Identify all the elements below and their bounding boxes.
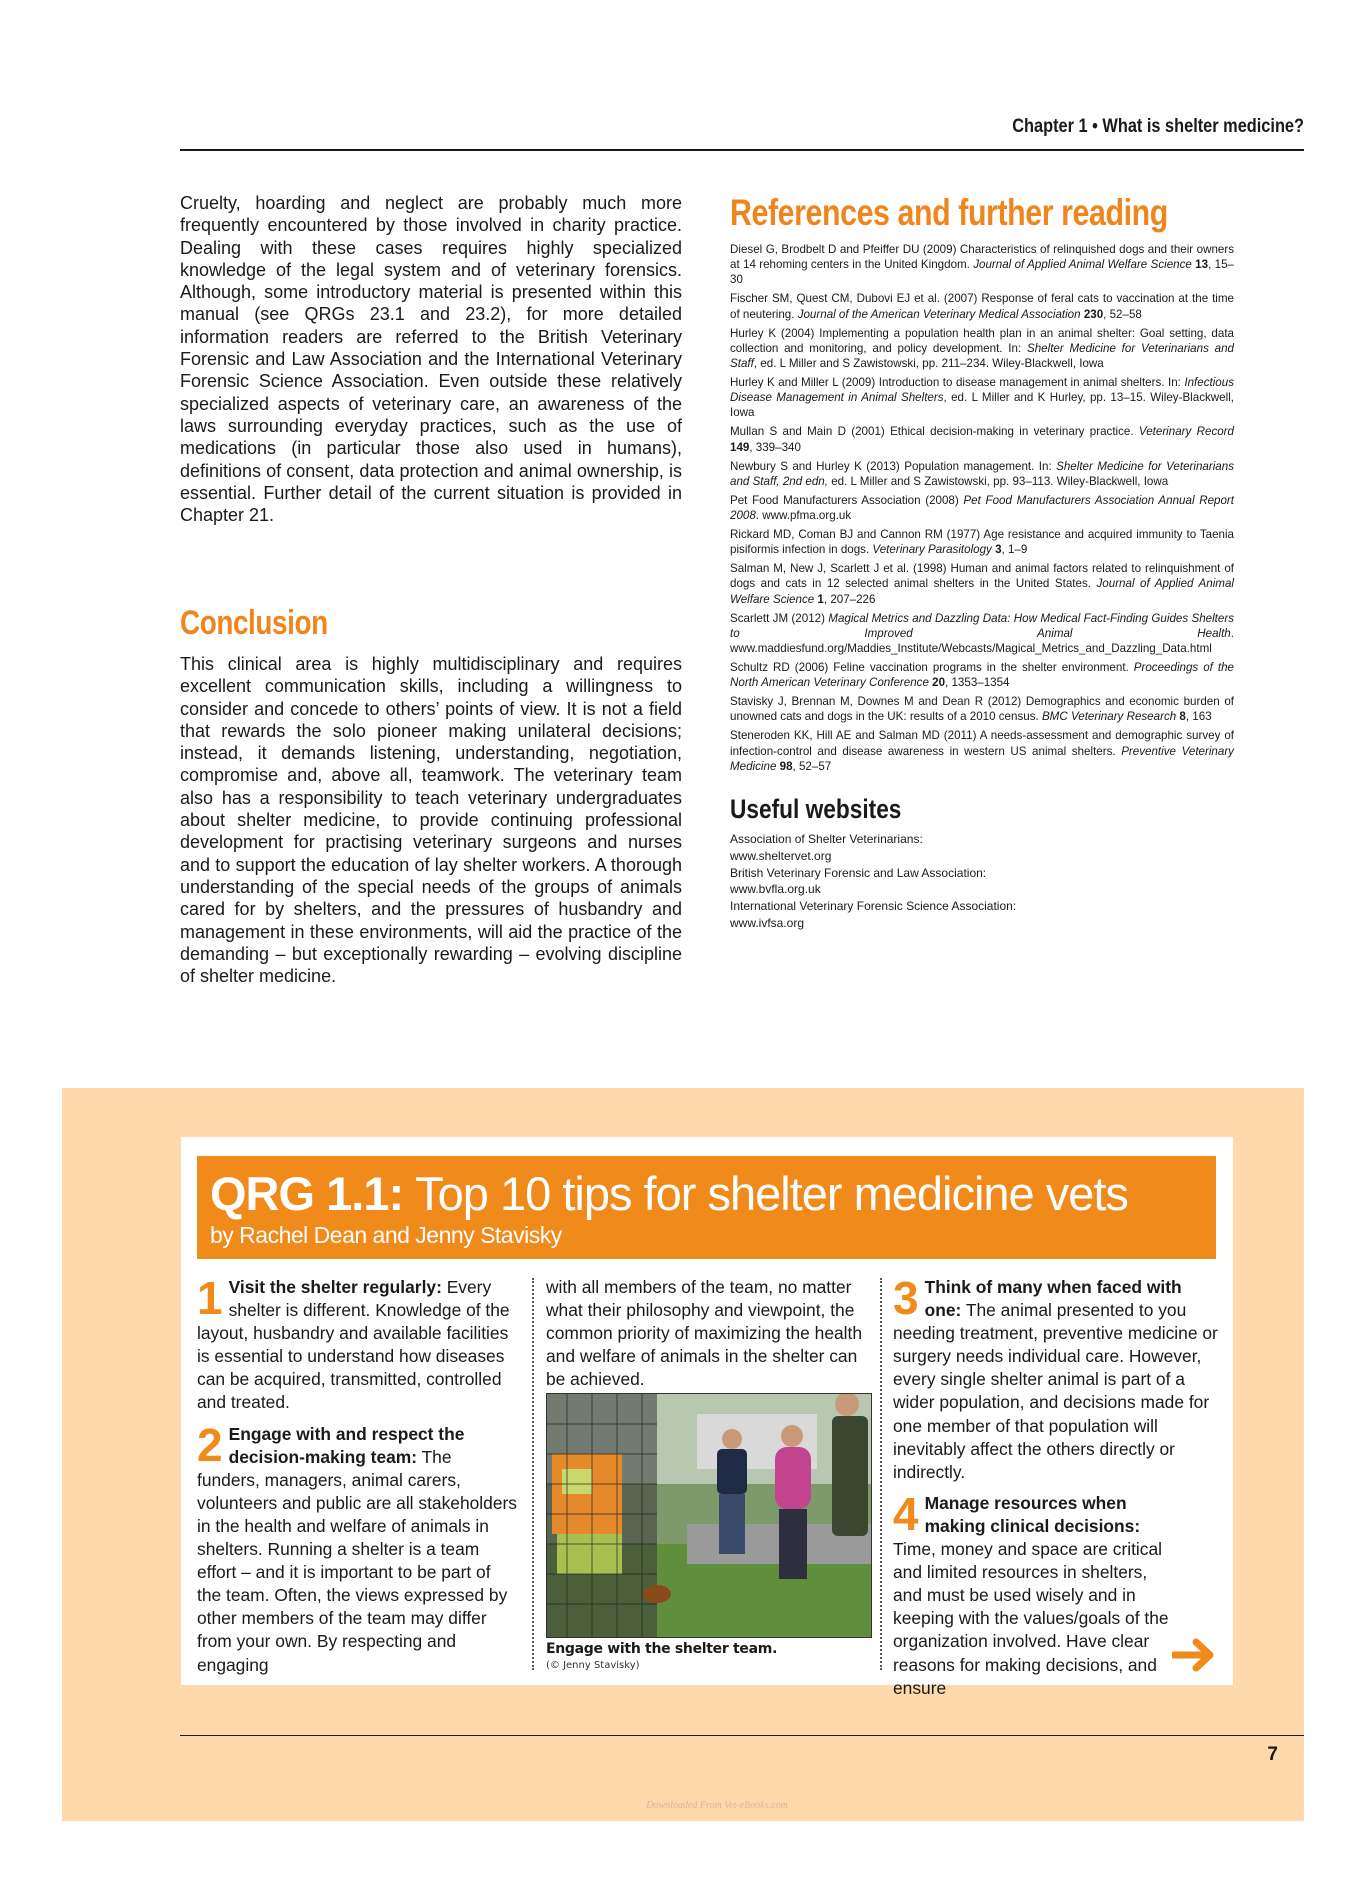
qrg-banner [197,1156,1216,1259]
reference-item: Salman M, New J, Scarlett J et al. (1998) Human and animal factors related to relinquishment of dogs and cats in 12 selected animal shelters in the United States. Journal of Applied Animal Welfare Science 1, 207–226 [730,562,1234,606]
reference-item: Hurley K (2004) Implementing a population health plan in an animal shelter: Goal setting, data collection and monitoring, and policy development. In: Shelter Medicine for Veterinarians and Staff, ed. L Miller and S Zawistowski, pp. 211–234. Wiley-Blackwell, Iowa [730,326,1234,371]
tip-title: Visit the shelter regularly: [228,1277,442,1297]
tip-4 [893,1487,1218,1700]
watermark: Downloaded From Vet-eBooks.com [646,1800,788,1811]
tip-number: 4 [893,1487,919,1540]
reference-item: Schultz RD (2006) Feline vaccination programs in the shelter environment. Proceedings of the North American Veterinary Conference 20, 1353–1354 [730,661,1234,690]
reference-list [730,242,1234,774]
column-divider [532,1278,534,1670]
qrg-byline: by Rachel Dean and Jenny Stavisky [210,1222,562,1248]
references-heading: References and further reading [730,192,1168,233]
reference-item: Rickard MD, Coman BJ and Cannon RM (1977) Age resistance and acquired immunity to Taenia pisiformis infection in dogs. Veterinary Parasitology 3, 1–9 [730,528,1234,557]
shelter-team-photo [546,1393,872,1638]
reference-item: Diesel G, Brodbelt D and Pfeiffer DU (2009) Characteristics of relinquished dogs and their owners at 14 rehoming centers in the United Kingdom. Journal of Applied Animal Welfare Science 13, 15–30 [730,243,1234,287]
footer-rule [180,1735,1304,1736]
conclusion-heading: Conclusion [180,604,328,642]
reference-item: Pet Food Manufacturers Association (2008) Pet Food Manufacturers Association Annual Report 2008. www.pfma.org.uk [730,493,1234,523]
tip-text: The funders, managers, animal carers, volunteers and public are all stakeholders in the health and welfare of animals in shelters. Running a shelter is a team effort – and it is important to be part of the team. Often, the views expressed by other members of the team may differ from your own. By respecting and engaging [197,1446,517,1675]
reference-item: Fischer SM, Quest CM, Dubovi EJ et al. (2007) Response of feral cats to vaccination at the time of neutering. Journal of the American Veterinary Medical Association 230, 52–58 [730,292,1234,321]
qrg-title-text: Top 10 tips for shelter medicine vets [415,1167,1128,1220]
website-name: Association of Shelter Veterinarians: [730,832,923,847]
running-head: Chapter 1 • What is shelter medicine? [1012,116,1304,137]
websites-heading: Useful websites [730,794,902,825]
conclusion-section [180,653,682,987]
tip-number: 3 [893,1272,919,1324]
page-number: 7 [1267,1744,1278,1765]
tip-2-continued: with all members of the team, no matter what their philosophy and viewpoint, the common priority of maximizing the health and welfare of animals in the shelter can be achieved. [546,1277,863,1390]
website-name: British Veterinary Forensic and Law Association: [730,865,987,880]
tip-1 [197,1272,519,1415]
tip-title: Engage with and respect the decision-making team: [228,1423,465,1467]
header-rule [180,149,1304,151]
qrg-title [210,1166,1128,1221]
tip-text: The animal presented to you needing treatment, preventive medicine or surgery needs individual care. However, every single shelter animal is part of a wider population, and decisions made for one member of that population will inevitably affect the others directly or indirectly. [893,1300,1218,1482]
intro-paragraph: Cruelty, hoarding and neglect are probably much more frequently encountered by those involved in charity practice. Dealing with these cases requires highly specialized knowledge of the legal system and of veterinary forensics. Although, some introductory material is presented within this manual (see QRGs 23.1 and 23.2), for more detailed information readers are referred to the British Veterinary Forensic and Law Association and the International Veterinary Forensic Science Association. Even outside these relatively specialized aspects of veterinary care, an awareness of the laws surrounding everyday practices, such as the use of medications (in particular those also used in humans), definitions of consent, data protection and animal ownership, is essential. Further detail of the current situation is provided in Chapter 21. [180,193,682,526]
tip-number: 2 [197,1418,223,1471]
tip-text: Time, money and space are critical and limited resources in shelters, and must be used wisely and in keeping with the values/goals of the organization involved. Have clear reasons for making decisions, and ensure [893,1539,1169,1698]
qrg-column-2 [546,1276,872,1391]
left-column [180,192,682,526]
tip-number: 1 [197,1272,223,1324]
tip-3 [893,1272,1218,1484]
continue-arrow-icon [1172,1638,1218,1672]
reference-item: Newbury S and Hurley K (2013) Population management. In: Shelter Medicine for Veterinarians and Staff, 2nd edn, ed. L Miller and S Zawistowski, pp. 93–113. Wiley-Blackwell, Iowa [730,459,1234,488]
qrg-label: QRG 1.1: [210,1167,404,1220]
tip-text: Every shelter is different. Knowledge of the layout, husbandry and available facilities is essential to understand how diseases can be acquired, transmitted, controlled and treated. [197,1277,510,1413]
photo-credit: (© Jenny Stavisky) [546,1660,640,1671]
column-divider [880,1278,882,1670]
reference-item: Stavisky J, Brennan M, Downes M and Dean R (2012) Demographics and economic burden of unowned cats and dogs in the UK: results of a 2010 census. BMC Veterinary Research 8, 163 [730,695,1234,724]
reference-item: Mullan S and Main D (2001) Ethical decision-making in veterinary practice. Veterinary Record 149, 339–340 [730,425,1234,454]
website-url[interactable]: www.ivfsa.org [730,916,805,931]
reference-item: Hurley K and Miller L (2009) Introduction to disease management in animal shelters. In: Infectious Disease Management in Animal Shelters, ed. L Miller and K Hurley, pp. 13–15. Wiley-Blackwell, Iowa [730,376,1234,420]
website-name: International Veterinary Forensic Science Association: [730,899,1017,914]
tip-title: Think of many when faced with one: [924,1277,1182,1321]
website-url[interactable]: www.bvfla.org.uk [730,882,821,897]
website-list [730,831,1234,932]
right-column [730,192,1234,932]
reference-item: Scarlett JM (2012) Magical Metrics and Dazzling Data: How Medical Fact-Finding Guides Shelters to Improved Animal Health. www.maddiesfund.org/Maddies_Institute/Webcasts/Magical_Metrics_and_Dazzling_Data.html [730,611,1235,656]
tip-2 [197,1418,519,1677]
photo-caption: Engage with the shelter team. [546,1641,778,1657]
tip-title: Manage resources when making clinical decisions: [924,1492,1141,1536]
qrg-column-1 [197,1272,519,1685]
qrg-column-3 [893,1272,1218,1708]
reference-item: Steneroden KK, Hill AE and Salman MD (2011) A needs-assessment and demographic survey of infection-control and disease awareness in western US animal shelters. Preventive Veterinary Medicine 98, 52–57 [730,729,1234,773]
website-url[interactable]: www.sheltervet.org [730,848,832,863]
conclusion-paragraph: This clinical area is highly multidisciplinary and requires excellent communication skills, including a willingness to consider and concede to others’ points of view. It is not a field that rewards the solo pioneer making unilateral decisions; instead, it demands listening, understanding, negotiation, compromise and, above all, teamwork. The veterinary team also has a responsibility to teach veterinary undergraduates about shelter medicine, to provide continuing professional development for practising veterinary surgeons and nurses and to support the education of lay shelter workers. A thorough understanding of the special needs of the groups of animals cared for by shelters, and the pressures of husbandry and management in these environments, will aid the practice of the demanding – but exceptionally rewarding – evolving discipline of shelter medicine. [180,654,682,987]
